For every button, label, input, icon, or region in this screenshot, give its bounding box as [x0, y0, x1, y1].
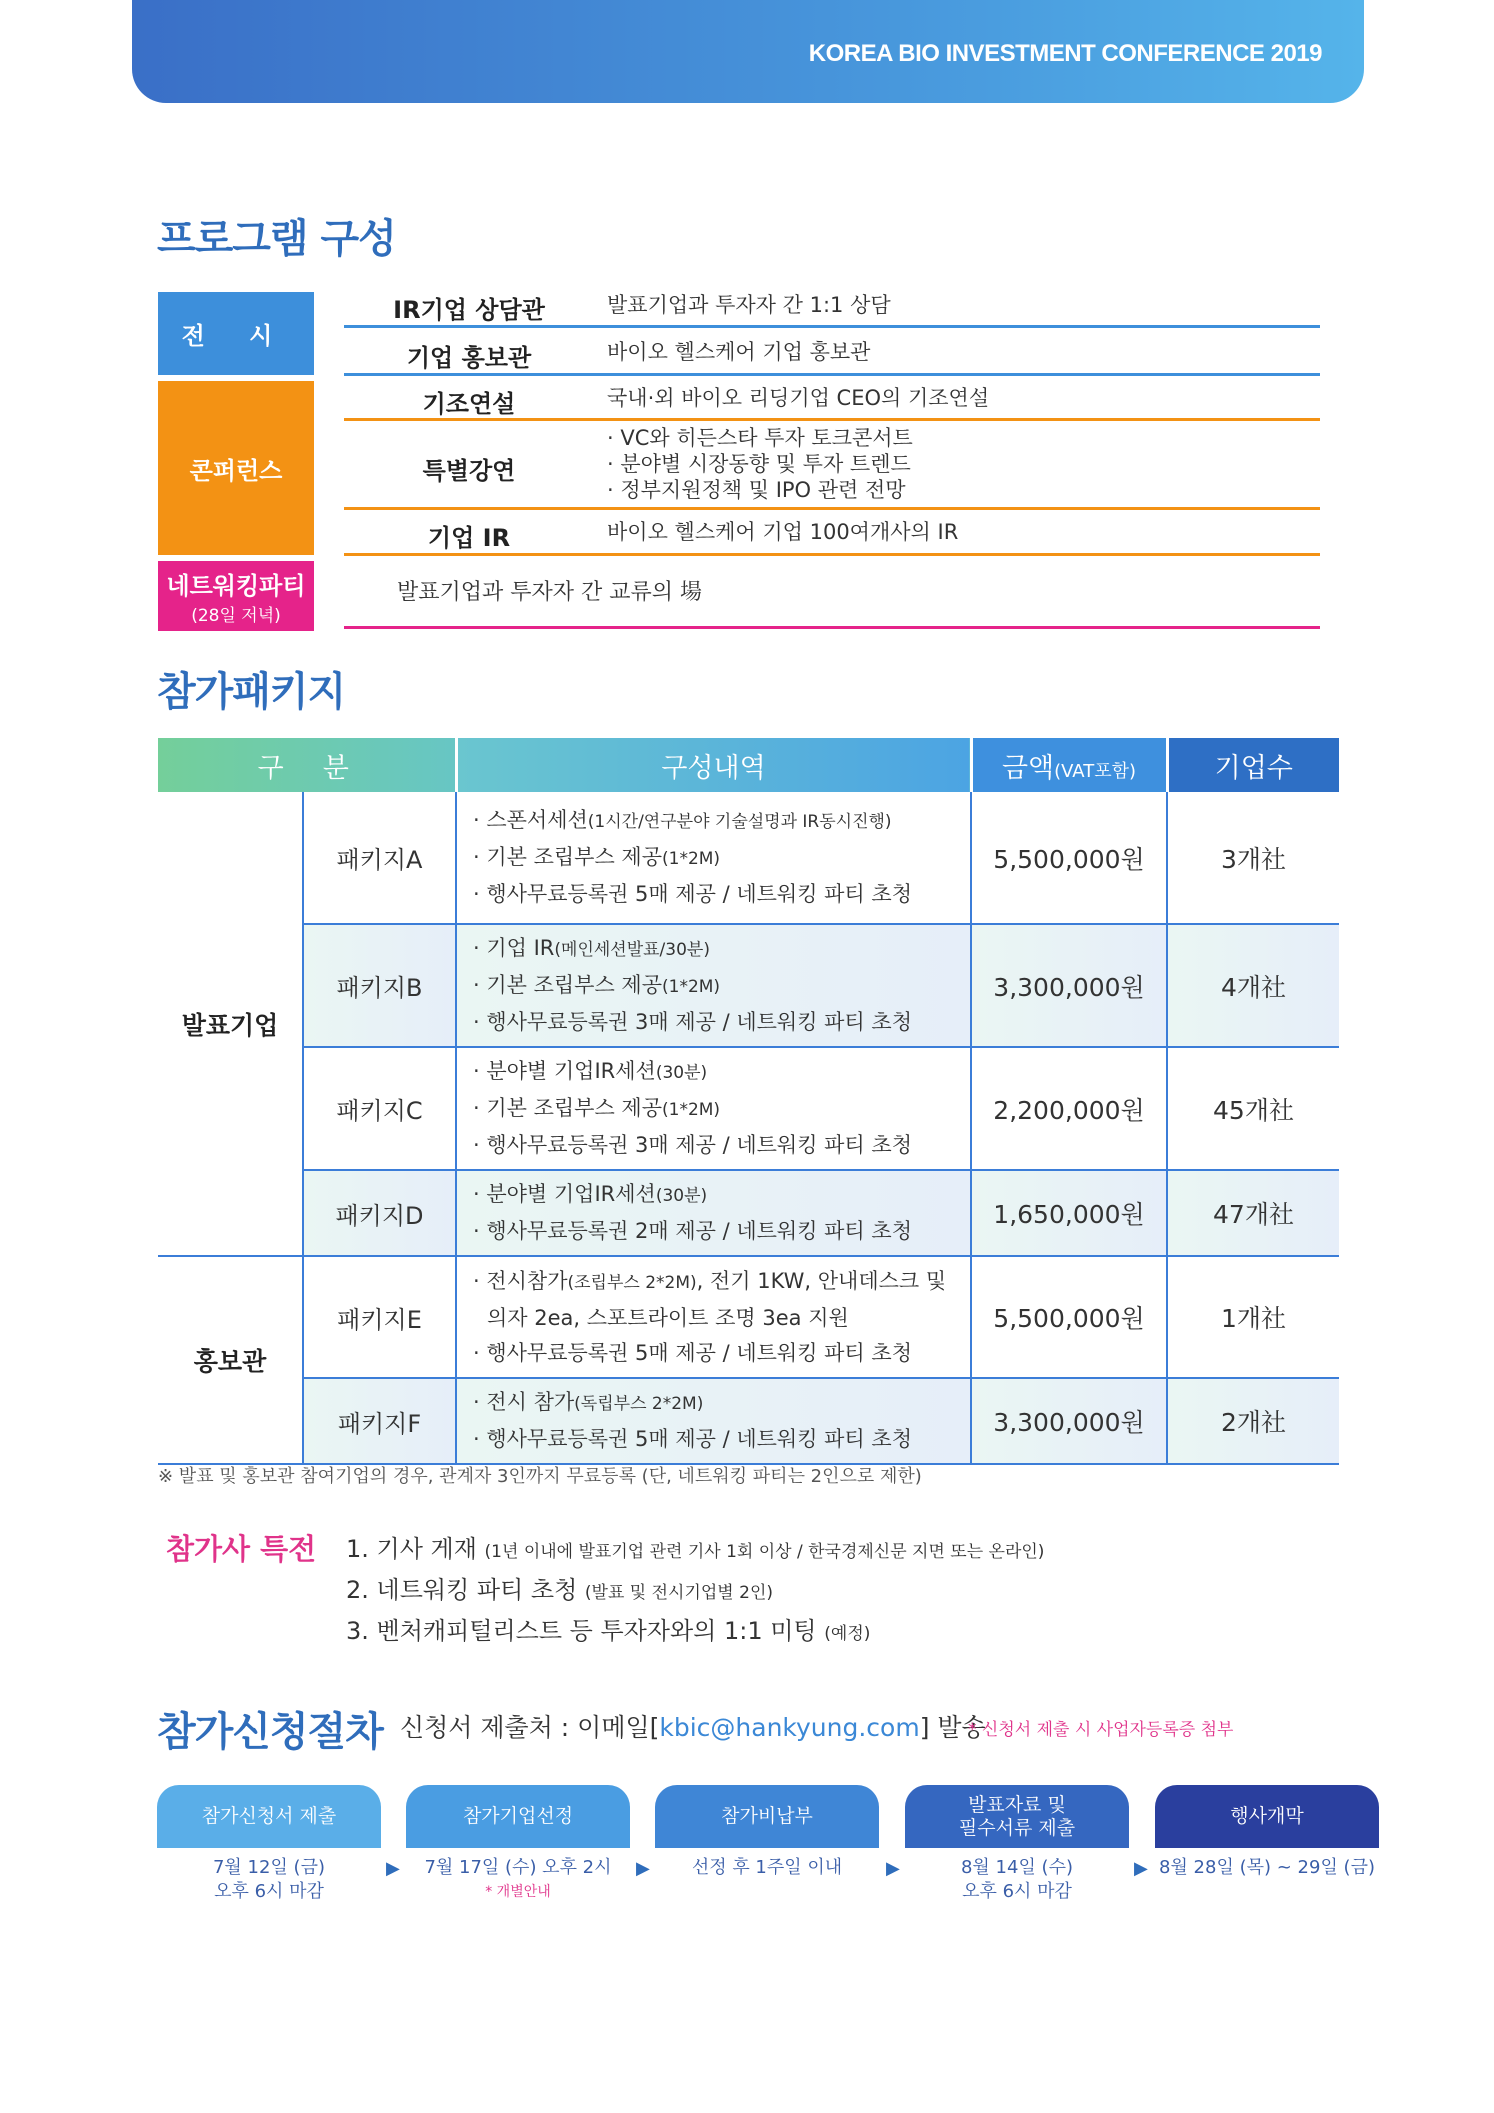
category-networking-label: 네트워킹파티 — [166, 572, 306, 600]
package-name: 패키지B — [303, 924, 456, 1047]
package-count: 4개社 — [1167, 924, 1339, 1047]
benefit-item: 2. 네트워킹 파티 초청 (발표 및 전시기업별 2인) — [346, 1576, 773, 1604]
program-desc: 발표기업과 투자자 간 1:1 상담 — [607, 293, 891, 317]
program-desc: 바이오 헬스케어 기업 100여개사의 IR — [607, 520, 959, 544]
header-contents: 구성내역 — [456, 738, 971, 792]
package-count: 3개社 — [1167, 792, 1339, 924]
arrow-right-icon: ▶ — [886, 1858, 900, 1879]
header-group: 구 분 — [158, 738, 456, 792]
apply-title: 참가신청절차 — [157, 1709, 383, 1755]
step-4: 발표자료 및 필수서류 제출 — [905, 1785, 1129, 1848]
package-name: 패키지E — [303, 1256, 456, 1378]
divider — [344, 325, 1320, 328]
package-items: · 기업 IR(메인세션발표/30분) · 기본 조립부스 제공(1*2M) · 행사무료등록권 3매 제공 / 네트워킹 파티 초청 — [456, 924, 971, 1047]
package-title: 참가패키지 — [157, 669, 346, 715]
email-link[interactable]: kbic@hankyung.com — [659, 1713, 920, 1742]
package-count: 45개社 — [1167, 1047, 1339, 1170]
package-items: · 스폰서세션(1시간/연구분야 기술설명과 IR동시진행) · 기본 조립부스 제공(1*2M) · 행사무료등록권 5매 제공 / 네트워킹 파티 초청 — [456, 792, 971, 924]
package-name: 패키지C — [303, 1047, 456, 1170]
program-name: 기업 홍보관 — [406, 344, 532, 372]
table-row — [158, 792, 1339, 924]
program-desc-line: · VC와 히든스타 투자 토크콘서트 — [607, 426, 913, 450]
package-price: 2,200,000원 — [971, 1047, 1167, 1170]
step-2-date: 7월 17일 (수) 오후 2시 * 개별안내 — [424, 1857, 612, 1900]
arrow-right-icon: ▶ — [636, 1858, 650, 1879]
package-items: · 전시참가(조립부스 2*2M), 전기 1KW, 안내데스크 및 의자 2ea, 스포트라이트 조명 3ea 지원 · 행사무료등록권 5매 제공 / 네트워킹 파티 초청 — [456, 1256, 971, 1378]
header-price-vat: (VAT포함) — [1054, 760, 1137, 782]
program-name: IR기업 상담관 — [393, 296, 545, 324]
step-1: 참가신청서 제출 — [157, 1785, 381, 1848]
step-1-date: 7월 12일 (금) 오후 6시 마감 — [212, 1857, 325, 1902]
category-networking-sub: (28일 저녁) — [191, 606, 281, 626]
step-5-date: 8월 28일 (목) ~ 29일 (금) — [1159, 1857, 1375, 1878]
program-name: 특별강연 — [422, 457, 516, 485]
package-count: 1개社 — [1167, 1256, 1339, 1378]
group-promotion: 홍보관 — [158, 1256, 303, 1464]
program-desc-line: · 정부지원정책 및 IPO 관련 전망 — [607, 478, 906, 502]
table-row — [158, 1378, 1339, 1464]
program-title: 프로그램 구성 — [157, 216, 396, 262]
package-count: 47개社 — [1167, 1170, 1339, 1256]
package-price: 5,500,000원 — [971, 1256, 1167, 1378]
divider — [344, 626, 1320, 629]
divider — [344, 373, 1320, 376]
benefits-title: 참가사 특전 — [166, 1532, 317, 1566]
divider — [344, 507, 1320, 510]
header-price-label: 금액 — [1001, 752, 1055, 784]
step-5: 행사개막 — [1155, 1785, 1379, 1848]
package-note: ※ 발표 및 홍보관 참여기업의 경우, 관계자 3인까지 무료등록 (단, 네트워킹 파티는 2인으로 제한) — [158, 1466, 922, 1487]
header-price — [971, 738, 1167, 792]
group-presenter: 발표기업 — [158, 792, 303, 1256]
arrow-right-icon: ▶ — [1134, 1858, 1148, 1879]
header-title: KOREA BIO INVESTMENT CONFERENCE 2019 — [808, 40, 1322, 67]
arrow-right-icon: ▶ — [386, 1858, 400, 1879]
divider — [344, 418, 1320, 421]
package-items: · 분야별 기업IR세션(30분) · 기본 조립부스 제공(1*2M) · 행사무료등록권 3매 제공 / 네트워킹 파티 초청 — [456, 1047, 971, 1170]
package-count: 2개社 — [1167, 1378, 1339, 1464]
package-items: · 분야별 기업IR세션(30분) · 행사무료등록권 2매 제공 / 네트워킹 파티 초청 — [456, 1170, 971, 1256]
divider — [344, 553, 1320, 556]
program-desc: 바이오 헬스케어 기업 홍보관 — [607, 340, 871, 364]
category-networking — [158, 561, 314, 631]
package-price: 1,650,000원 — [971, 1170, 1167, 1256]
networking-desc: 발표기업과 투자자 간 교류의 場 — [397, 580, 702, 605]
package-items: · 전시 참가(독립부스 2*2M) · 행사무료등록권 5매 제공 / 네트워킹 파티 초청 — [456, 1378, 971, 1464]
step-4-date: 8월 14일 (수) 오후 6시 마감 — [960, 1857, 1073, 1902]
table-row — [158, 1256, 1339, 1378]
table-row — [158, 924, 1339, 1047]
program-desc-line: · 분야별 시장동향 및 투자 트렌드 — [607, 452, 911, 476]
package-price: 5,500,000원 — [971, 792, 1167, 924]
step-2: 참가기업선정 — [406, 1785, 630, 1848]
step-3-date: 선정 후 1주일 이내 — [691, 1857, 843, 1878]
apply-note: * 신청서 제출 시 사업자등록증 첨부 — [968, 1720, 1234, 1740]
program-desc: 국내·외 바이오 리딩기업 CEO의 기조연설 — [607, 386, 990, 410]
table-row — [158, 1170, 1339, 1256]
step-3: 참가비납부 — [655, 1785, 879, 1848]
program-desc-list — [607, 425, 913, 503]
package-price: 3,300,000원 — [971, 924, 1167, 1047]
category-exhibition: 전 시 — [158, 292, 314, 375]
benefit-item: 1. 기사 게재 (1년 이내에 발표기업 관련 기사 1회 이상 / 한국경제신문 지면 또는 온라인) — [346, 1535, 1045, 1563]
package-price: 3,300,000원 — [971, 1378, 1167, 1464]
package-name: 패키지F — [303, 1378, 456, 1464]
package-table — [158, 738, 1339, 1465]
category-conference: 콘퍼런스 — [158, 381, 314, 555]
table-row — [158, 1047, 1339, 1170]
package-name: 패키지D — [303, 1170, 456, 1256]
package-name: 패키지A — [303, 792, 456, 924]
apply-subtitle: 신청서 제출처 : 이메일[kbic@hankyung.com] 발송 — [400, 1713, 986, 1742]
program-name: 기조연설 — [422, 390, 516, 418]
benefit-item: 3. 벤처캐피털리스트 등 투자자와의 1:1 미팅 (예정) — [346, 1617, 871, 1645]
program-name: 기업 IR — [427, 524, 511, 552]
header-count: 기업수 — [1167, 738, 1339, 792]
